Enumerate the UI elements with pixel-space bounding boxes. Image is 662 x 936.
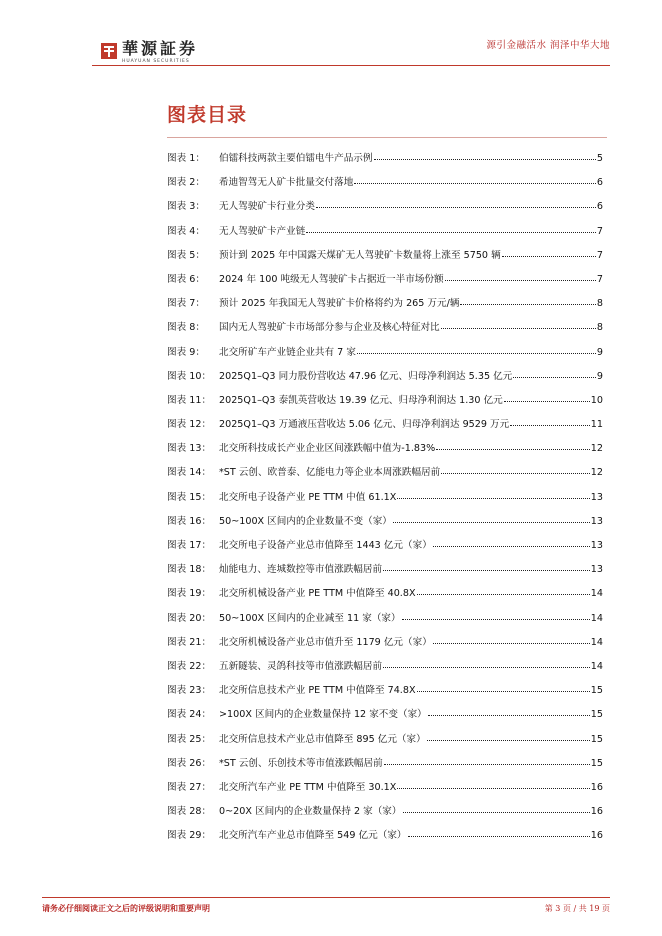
toc-dot-leader	[383, 666, 590, 668]
toc-entry[interactable]	[167, 271, 603, 295]
toc-entry-title: *ST 云创、欧普泰、亿能电力等企业本周涨跌幅居前	[219, 467, 441, 479]
logo-emblem-icon	[100, 42, 118, 60]
toc-entry-label: 图表 12：	[167, 419, 212, 431]
toc-entry-title: 灿能电力、连城数控等市值涨跌幅居前	[219, 564, 383, 576]
toc-entry-page: 13	[590, 564, 603, 576]
toc-entry-label: 图表 13：	[167, 443, 212, 455]
toc-entry-title: 2025Q1–Q3 泰凯英营收达 19.39 亿元、归母净利润达 1.30 亿元	[219, 394, 503, 406]
toc-entry-label: 图表 17：	[167, 540, 212, 551]
toc-entry-title: 希迪智驾无人矿卡批量交付落地	[219, 177, 354, 189]
toc-entry-label: 图表 14：	[167, 467, 212, 479]
toc-entry-title: >100X 区间内的企业数量保持 12 家不变（家）	[219, 709, 427, 721]
toc-entry-label: 图表 24：	[167, 709, 212, 721]
toc-dot-leader	[433, 545, 590, 547]
toc-entry[interactable]	[167, 223, 603, 247]
toc-dot-leader	[393, 521, 590, 523]
toc-entry[interactable]	[167, 368, 603, 392]
toc-entry[interactable]	[167, 755, 603, 779]
toc-entry-title: 北交所矿车产业链企业共有 7 家	[219, 346, 356, 358]
logo-chinese-name: 華源証券	[122, 39, 199, 58]
toc-dot-leader	[510, 424, 590, 426]
toc-entry-page: 15	[590, 685, 603, 697]
toc-entry-page: 7	[596, 225, 603, 237]
toc-entry-title: 无人驾驶矿卡行业分类	[219, 201, 315, 213]
toc-entry-page: 16	[590, 781, 603, 793]
toc-entry-label: 图表 22：	[167, 660, 212, 672]
toc-entry-title: 50~100X 区间内的企业减至 11 家（家）	[219, 612, 401, 624]
toc-entry-title: 预计 2025 年我国无人驾驶矿卡价格将约为 265 万元/辆	[219, 298, 460, 310]
toc-entry-title: 北交所汽车产业 PE TTM 中值降至 30.1X	[219, 781, 397, 793]
toc-entry[interactable]	[167, 585, 603, 609]
toc-entry[interactable]	[167, 561, 603, 585]
toc-entry[interactable]	[167, 440, 603, 464]
toc-dot-leader	[306, 231, 596, 233]
toc-dot-leader	[502, 255, 596, 257]
toc-entry[interactable]	[167, 295, 603, 319]
toc-entry[interactable]	[167, 658, 603, 682]
toc-entry-page: 13	[590, 491, 603, 503]
toc-entry-label: 图表 23：	[167, 685, 212, 697]
toc-entry[interactable]	[167, 706, 603, 730]
toc-dot-leader	[433, 642, 590, 644]
toc-dot-leader	[436, 448, 590, 450]
toc-entry[interactable]	[167, 174, 603, 198]
toc-entry-page: 9	[596, 346, 603, 358]
toc-dot-leader	[384, 763, 590, 765]
toc-entry-label: 图表 8：	[167, 322, 205, 334]
toc-entry-label: 图表 4：	[167, 225, 205, 237]
toc-entry-label: 图表 9：	[167, 346, 205, 358]
toc-dot-leader	[445, 279, 596, 281]
toc-entry-page: 13	[590, 515, 603, 527]
page-title: 图表目录	[167, 104, 248, 126]
footer-page-number: 第 3 页 / 共 19 页	[544, 904, 610, 913]
toc-entry-page: 5	[596, 153, 603, 164]
toc-entry-title: 2025Q1–Q3 同力股份营收达 47.96 亿元、归母净利润达 5.35 亿元	[219, 370, 513, 382]
toc-dot-leader	[427, 739, 590, 741]
toc-dot-leader	[408, 835, 590, 837]
toc-entry-label: 图表 18：	[167, 564, 212, 576]
toc-entry[interactable]	[167, 682, 603, 706]
toc-entry[interactable]	[167, 803, 603, 827]
toc-entry-page: 7	[596, 273, 603, 285]
toc-entry-title: 五新隧装、灵鸽科技等市值涨跌幅居前	[219, 660, 383, 672]
toc-entry[interactable]	[167, 634, 603, 658]
toc-entry-label: 图表 2：	[167, 177, 205, 189]
toc-entry-page: 14	[590, 636, 603, 648]
toc-entry-label: 图表 5：	[167, 249, 205, 261]
toc-entry-title: 无人驾驶矿卡产业链	[219, 225, 306, 237]
toc-entry-label: 图表 25：	[167, 733, 212, 745]
toc-entry-label: 图表 3：	[167, 201, 205, 213]
toc-entry-title: 0~20X 区间内的企业数量保持 2 家（家）	[219, 806, 402, 818]
toc-entry-page: 11	[590, 419, 603, 431]
toc-entry[interactable]	[167, 731, 603, 755]
toc-entry-page: 8	[596, 322, 603, 334]
toc-entry-title: 北交所电子设备产业 PE TTM 中值 61.1X	[219, 491, 397, 503]
toc-entry-page: 12	[590, 467, 603, 479]
toc-entry-title: 北交所机械设备产业总市值升至 1179 亿元（家）	[219, 636, 432, 648]
toc-entry[interactable]	[167, 392, 603, 416]
toc-entry-page: 16	[590, 830, 603, 842]
toc-entry[interactable]	[167, 198, 603, 222]
footer-divider	[42, 897, 610, 898]
toc-entry-label: 图表 27：	[167, 781, 212, 793]
toc-entry-title: 北交所汽车产业总市值降至 549 亿元（家）	[219, 830, 407, 842]
toc-entry-title: 北交所科技成长产业企业区间涨跌幅中值为-1.83%	[219, 443, 436, 455]
table-of-figures	[167, 150, 603, 851]
page-header	[0, 0, 662, 70]
footer-disclaimer: 请务必仔细阅读正文之后的评级说明和重要声明	[42, 904, 210, 913]
toc-entry-page: 12	[590, 443, 603, 455]
toc-entry-label: 图表 15：	[167, 491, 212, 503]
toc-dot-leader	[402, 618, 590, 620]
toc-dot-leader	[460, 303, 595, 305]
toc-entry-title: 北交所信息技术产业 PE TTM 中值降至 74.8X	[219, 685, 416, 697]
toc-entry-label: 图表 7：	[167, 298, 205, 310]
toc-entry-label: 图表 29：	[167, 830, 212, 842]
toc-entry[interactable]	[167, 416, 603, 440]
toc-entry-title: 50~100X 区间内的企业数量不变（家）	[219, 515, 392, 527]
toc-entry-title: *ST 云创、乐创技术等市值涨跌幅居前	[219, 757, 383, 769]
toc-entry-label: 图表 21：	[167, 636, 212, 648]
toc-entry[interactable]	[167, 513, 603, 537]
toc-entry-title: 北交所机械设备产业 PE TTM 中值降至 40.8X	[219, 588, 416, 600]
toc-entry[interactable]	[167, 344, 603, 368]
toc-entry-title: 2025Q1–Q3 万通液压营收达 5.06 亿元、归母净利润达 9529 万元	[219, 419, 510, 431]
toc-entry-page: 14	[590, 588, 603, 600]
toc-entry-title: 北交所电子设备产业总市值降至 1443 亿元（家）	[219, 540, 432, 551]
logo-english-name: HUAYUAN SECURITIES	[122, 59, 190, 64]
toc-dot-leader	[316, 206, 596, 208]
toc-entry-label: 图表 26：	[167, 757, 212, 769]
toc-entry-page: 6	[596, 201, 603, 213]
toc-entry-page: 6	[596, 177, 603, 189]
toc-entry-title: 伯镭科技两款主要伯镭电牛产品示例	[219, 153, 373, 164]
toc-dot-leader	[428, 714, 590, 716]
toc-entry-label: 图表 11：	[167, 394, 212, 406]
toc-entry-label: 图表 10：	[167, 370, 212, 382]
toc-entry-page: 7	[596, 249, 603, 261]
toc-entry-page: 15	[590, 757, 603, 769]
toc-dot-leader	[513, 376, 596, 378]
toc-entry-page: 14	[590, 612, 603, 624]
toc-dot-leader	[441, 327, 596, 329]
toc-entry[interactable]	[167, 537, 603, 561]
toc-entry-page: 10	[590, 394, 603, 406]
toc-entry-title: 2024 年 100 吨级无人驾驶矿卡占据近一半市场份额	[219, 273, 444, 285]
toc-entry-title: 北交所信息技术产业总市值降至 895 亿元（家）	[219, 733, 426, 745]
toc-dot-leader	[397, 787, 589, 789]
toc-entry-title: 国内无人驾驶矿卡市场部分参与企业及核心特征对比	[219, 322, 440, 334]
toc-entry-page: 13	[590, 540, 603, 551]
toc-entry-page: 8	[596, 298, 603, 310]
toc-entry[interactable]	[167, 319, 603, 343]
toc-dot-leader	[417, 593, 590, 595]
toc-entry-page: 15	[590, 709, 603, 721]
toc-entry-page: 16	[590, 806, 603, 818]
toc-dot-leader	[354, 182, 596, 184]
toc-entry-label: 图表 28：	[167, 806, 212, 818]
toc-entry[interactable]	[167, 489, 603, 513]
toc-entry[interactable]	[167, 150, 603, 174]
toc-entry-page: 15	[590, 733, 603, 745]
toc-dot-leader	[441, 472, 590, 474]
toc-dot-leader	[417, 690, 590, 692]
toc-entry[interactable]	[167, 247, 603, 271]
header-divider	[92, 65, 610, 66]
toc-entry[interactable]	[167, 610, 603, 634]
toc-dot-leader	[374, 158, 596, 160]
toc-entry-label: 图表 16：	[167, 515, 212, 527]
toc-entry-label: 图表 19：	[167, 588, 212, 600]
toc-dot-leader	[383, 569, 590, 571]
toc-entry[interactable]	[167, 464, 603, 488]
toc-entry-label: 图表 1：	[167, 153, 205, 164]
toc-entry-page: 9	[596, 370, 603, 382]
toc-dot-leader	[403, 811, 590, 813]
toc-entry[interactable]	[167, 827, 603, 851]
header-slogan: 源引金融活水 润泽中华大地	[486, 40, 610, 51]
toc-entry-label: 图表 20：	[167, 612, 212, 624]
toc-entry[interactable]	[167, 779, 603, 803]
toc-entry-label: 图表 6：	[167, 273, 205, 285]
toc-entry-title: 预计到 2025 年中国露天煤矿无人驾驶矿卡数量将上涨至 5750 辆	[219, 249, 501, 261]
toc-dot-leader	[397, 497, 589, 499]
toc-dot-leader	[504, 400, 590, 402]
title-divider	[167, 137, 607, 138]
toc-entry-page: 14	[590, 660, 603, 672]
company-logo	[100, 40, 198, 66]
toc-dot-leader	[357, 352, 596, 354]
